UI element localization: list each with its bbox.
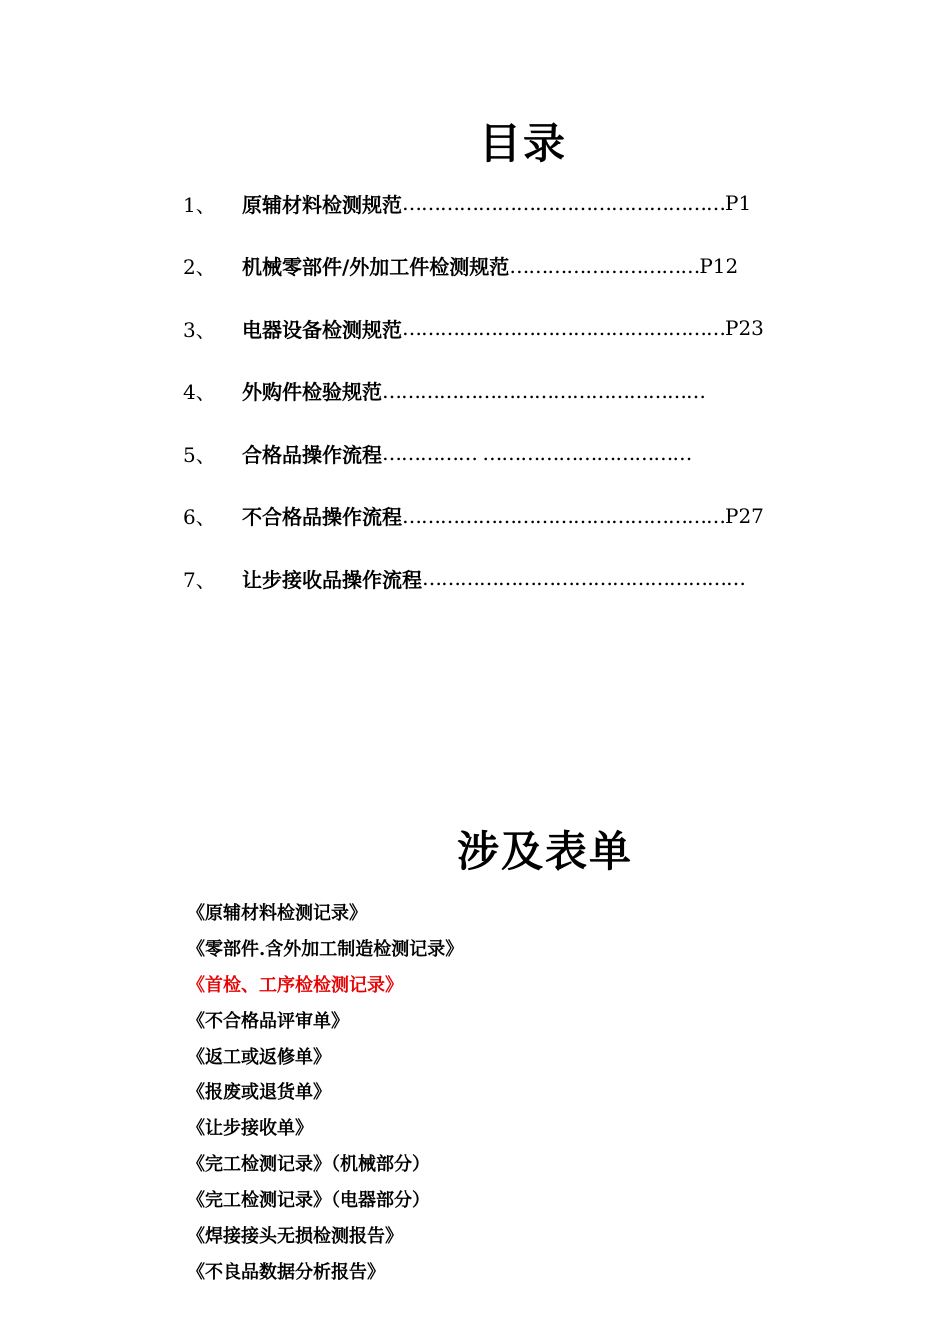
- toc-entry-text: 让步接收品操作流程: [242, 567, 422, 592]
- toc-entry-leader: ……………………………………………: [402, 316, 725, 341]
- form-item: 《零部件.含外加工制造检测记录》: [187, 938, 464, 960]
- toc-entry-leader: …………………………: [509, 253, 700, 278]
- toc-entry-leader: ……………………………………………: [402, 191, 725, 216]
- toc-entry[interactable]: [183, 235, 823, 298]
- form-item: 《完工检测记录》（电器部分）: [187, 1190, 430, 1212]
- toc-entry-number: 3、: [183, 317, 216, 342]
- toc-entry-page: P27: [725, 503, 764, 528]
- form-item: 《原辅材料检测记录》: [187, 903, 367, 924]
- toc-entry[interactable]: [183, 485, 823, 548]
- toc-entry-page: P23: [725, 316, 764, 341]
- form-item: 《焊接接头无损检测报告》: [187, 1226, 403, 1248]
- form-item: 《返工或返修单》: [187, 1046, 331, 1068]
- form-item: 《完工检测记录》（机械部分）: [187, 1154, 430, 1176]
- form-item: 《报废或退货单》: [187, 1082, 331, 1104]
- toc-entry-text: 原辅材料检测规范: [242, 192, 402, 217]
- form-item: 《让步接收单》: [187, 1118, 313, 1140]
- toc-entry-number: 4、: [183, 380, 216, 405]
- forms-title: 涉及表单: [456, 827, 633, 876]
- toc-entry-number: 5、: [183, 442, 216, 467]
- toc-entry-number: 7、: [183, 567, 216, 592]
- toc-entry-text: 合格品操作流程: [242, 442, 382, 467]
- toc-entry-text: 外购件检验规范: [242, 380, 382, 405]
- toc-entry-text: 机械零部件/外加工件检测规范: [242, 255, 510, 280]
- toc-entry-leader: ……………………………………………: [402, 503, 725, 528]
- toc-title: 目录: [478, 119, 567, 168]
- toc-entry[interactable]: [183, 172, 823, 235]
- form-item: 《不合格品评审单》: [187, 1010, 349, 1032]
- toc-entry-number: 6、: [183, 505, 216, 530]
- toc-list: [183, 172, 823, 610]
- forms-list: [187, 896, 463, 1291]
- toc-entry-number: 1、: [183, 192, 216, 217]
- form-item-highlighted: 《首检、工序检检测记录》: [187, 974, 403, 996]
- toc-entry-number: 2、: [183, 255, 216, 280]
- toc-entry[interactable]: [183, 547, 823, 610]
- toc-entry[interactable]: [183, 297, 823, 360]
- toc-entry-text: 电器设备检测规范: [242, 317, 402, 342]
- toc-entry-leader: ……………………………………………: [422, 566, 745, 591]
- form-item: 《不良品数据分析报告》: [187, 1261, 385, 1283]
- toc-entry[interactable]: [183, 422, 823, 485]
- toc-entry-leader: ……………………………………………: [382, 378, 705, 403]
- toc-entry[interactable]: [183, 360, 823, 423]
- toc-entry-leader: …………… ……………………………: [382, 441, 692, 466]
- toc-entry-page: P1: [725, 191, 752, 216]
- toc-entry-text: 不合格品操作流程: [242, 505, 402, 530]
- toc-entry-page: P12: [699, 253, 739, 278]
